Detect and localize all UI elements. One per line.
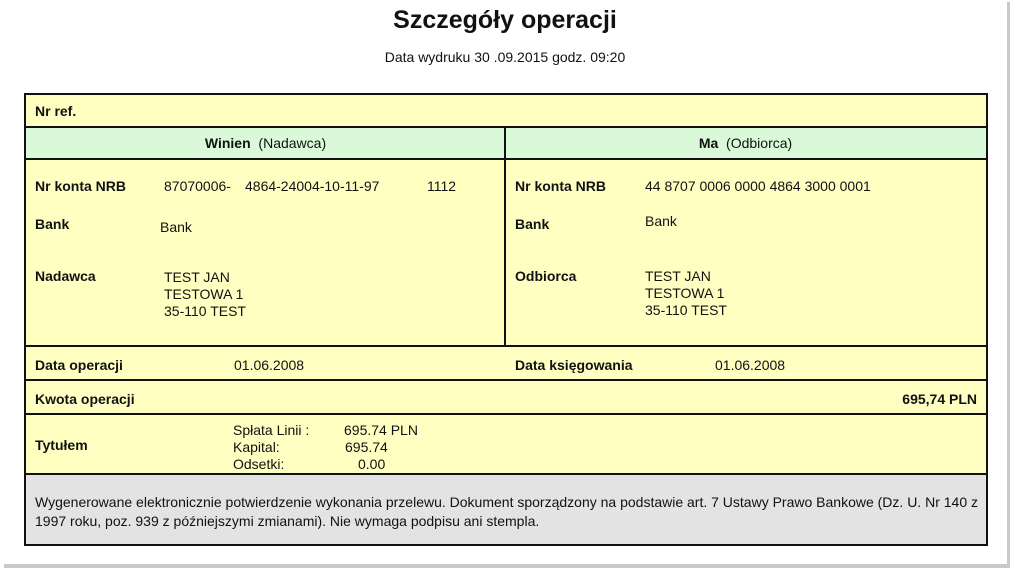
receiver-header-sub: (Odbiorca): [726, 135, 793, 151]
receiver-bank-label: Bank: [515, 216, 550, 232]
title-line-value: 695.74: [345, 439, 388, 455]
footer-note-box: [26, 473, 986, 544]
receiver-party-address: [645, 268, 727, 319]
title-row: [26, 413, 986, 473]
amount-row: [26, 379, 986, 413]
dates-row: [26, 345, 986, 381]
receiver-party-label: Odbiorca: [515, 268, 577, 284]
sender-party-line: TESTOWA 1: [164, 286, 244, 302]
receiver-party-line: 35-110 TEST: [645, 302, 727, 318]
sender-account-part-2: 4864-24004-10-11-97: [245, 178, 380, 194]
title-line-value: 0.00: [358, 456, 386, 472]
operation-date-value: 01.06.2008: [234, 357, 305, 373]
title-line-name: Kapital:: [233, 439, 280, 455]
sender-party-line: 35-110 TEST: [164, 303, 246, 319]
print-date: Data wydruku 30 .09.2015 godz. 09:20: [384, 49, 626, 65]
sender-bank-label: Bank: [35, 216, 70, 232]
title-label: Tytułem: [35, 437, 88, 453]
sender-party-address: [164, 269, 246, 320]
receiver-header: [505, 126, 986, 160]
operation-date-label: Data operacji: [35, 357, 123, 373]
receiver-party-line: TESTOWA 1: [645, 285, 725, 301]
sender-account-part-3: 1112: [427, 178, 457, 194]
booking-date-label: Data księgowania: [515, 357, 633, 373]
sender-party-line: TEST JAN: [164, 269, 230, 285]
amount-label: Kwota operacji: [35, 391, 135, 407]
sender-party-label: Nadawca: [35, 268, 96, 284]
receiver-bank-value: Bank: [645, 213, 677, 229]
page-title: Szczegóły operacji: [393, 6, 617, 34]
sender-bank-value: Bank: [160, 219, 192, 235]
sender-header-sub: (Nadawca): [258, 135, 327, 151]
operation-details-table: [24, 93, 988, 546]
receiver-account-value: 44 8707 0006 0000 4864 3000 0001: [645, 178, 871, 194]
receiver-header-title: Ma: [698, 135, 719, 151]
column-divider: [504, 126, 506, 347]
amount-value: 695,74 PLN: [902, 391, 977, 407]
receiver-account-label: Nr konta NRB: [515, 178, 607, 194]
title-line-name: Spłata Linii :: [233, 422, 310, 438]
ref-label: Nr ref.: [35, 103, 77, 119]
sender-account-part-1: 87070006-: [164, 178, 231, 194]
sender-account-label: Nr konta NRB: [35, 178, 127, 194]
booking-date-value: 01.06.2008: [715, 357, 786, 373]
title-line-value: 695.74 PLN: [344, 422, 418, 438]
sender-header-title: Winien: [204, 135, 251, 151]
footer-note: Wygenerowane elektronicznie potwierdzenie wykonania przelewu. Dokument sporządzony na podstawie art. 7 Ustawy Prawo Bankowe (Dz. U. Nr 140 z 1997 roku, poz. 939 z późniejszymi zmianami). Nie wymaga podpisu ani stempla.: [35, 494, 978, 529]
receiver-party-line: TEST JAN: [645, 268, 711, 284]
sender-header: [26, 126, 505, 160]
title-line-name: Odsetki:: [233, 456, 285, 472]
